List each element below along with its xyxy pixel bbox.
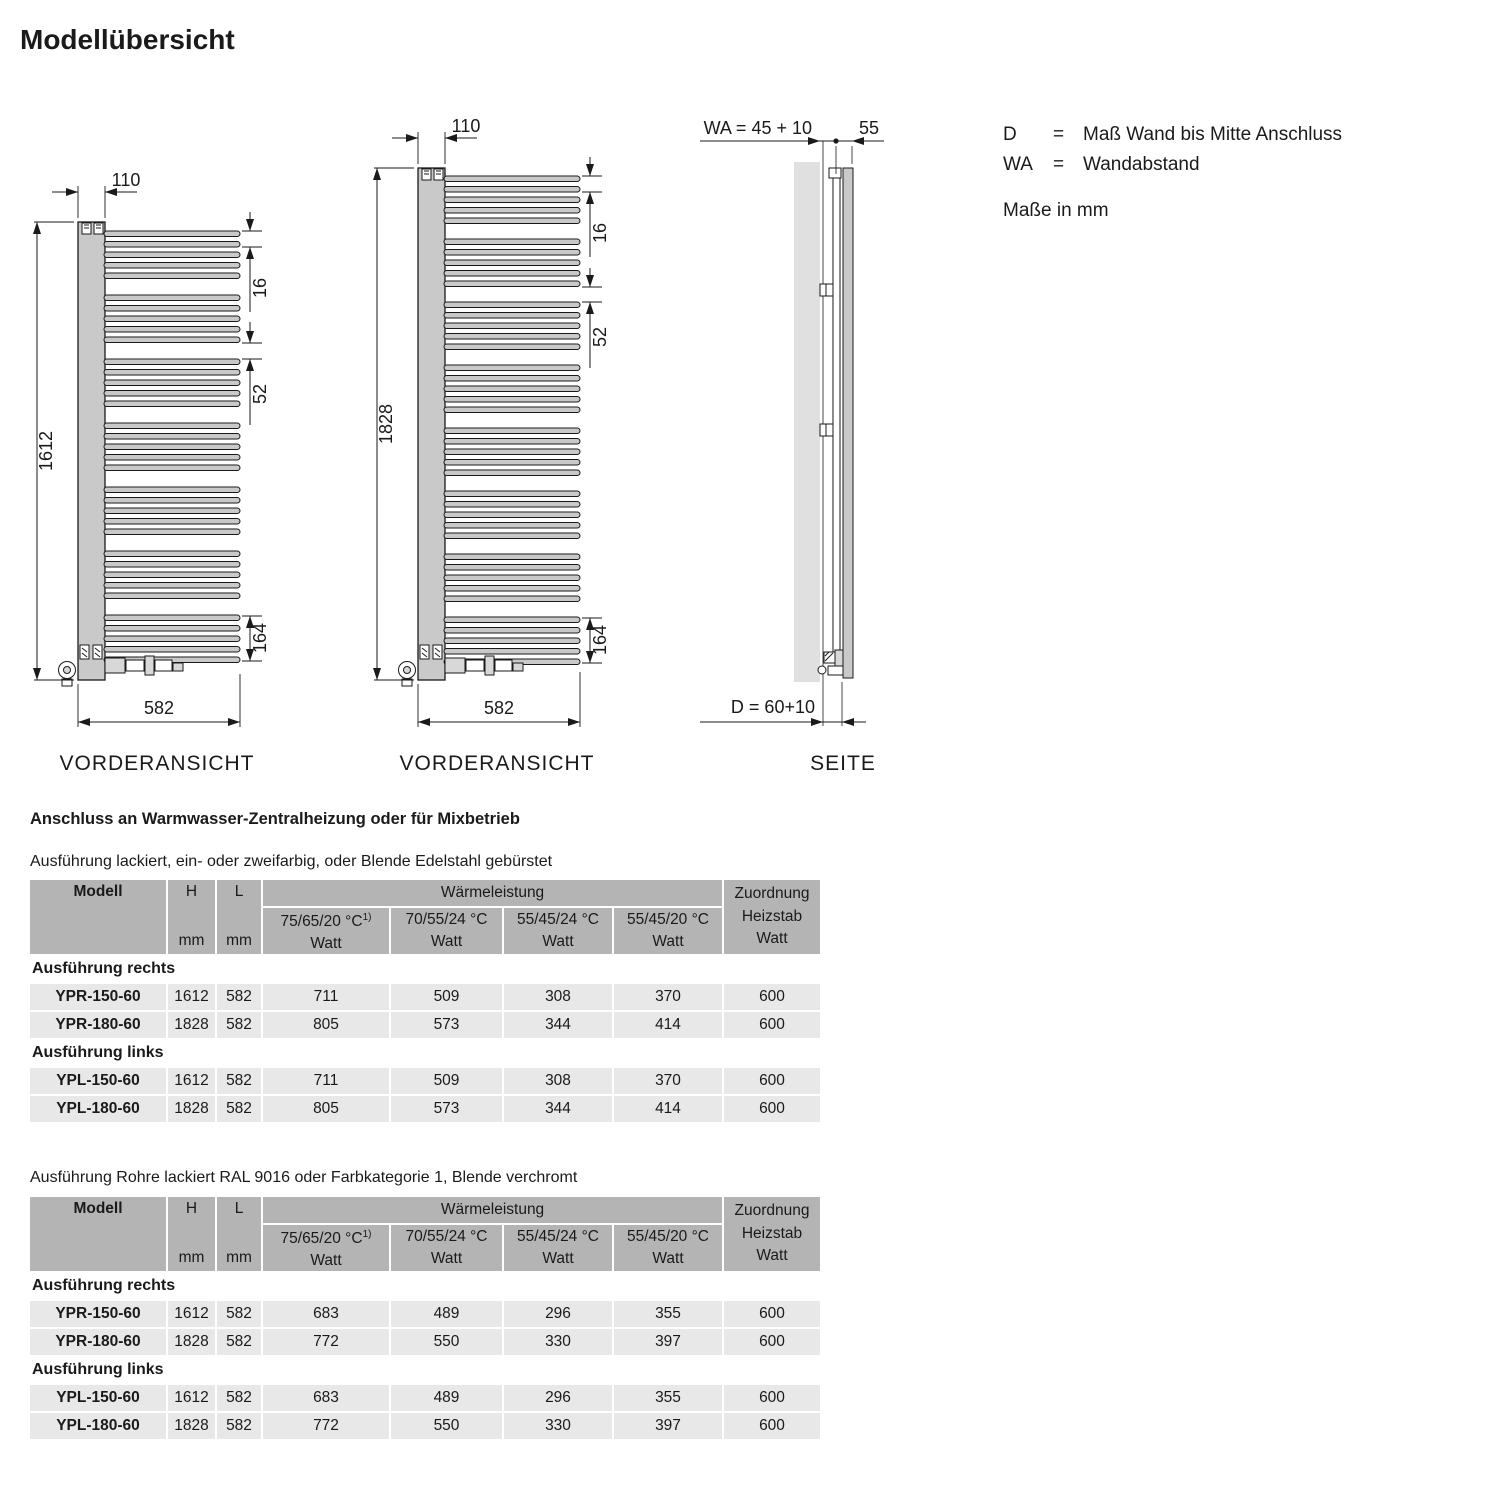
col-header-h bbox=[168, 880, 215, 954]
temp-value: 55/45/20 °C bbox=[626, 911, 710, 928]
cell-model: YPL-150-60 bbox=[30, 1068, 166, 1094]
cell-h: 1828 bbox=[168, 1413, 215, 1439]
footnote-mark: 1) bbox=[362, 1228, 372, 1240]
dim-total-width-label: 582 bbox=[143, 698, 175, 718]
cell-watt: 355 bbox=[614, 1385, 722, 1411]
watt-unit: Watt bbox=[542, 1250, 574, 1267]
watt-unit: Watt bbox=[430, 933, 463, 950]
dim-connection-label: D = 60+10 bbox=[730, 697, 815, 717]
cell-l: 582 bbox=[217, 1096, 261, 1122]
dim-width-top-label: 110 bbox=[111, 170, 141, 190]
bottom-clip-icon bbox=[93, 645, 102, 659]
watt-unit: Watt bbox=[430, 1250, 463, 1267]
cell-watt: 711 bbox=[263, 1068, 389, 1094]
mounting-hook-icon bbox=[434, 169, 443, 180]
legend-row-d bbox=[1003, 120, 1342, 150]
cell-watt: 344 bbox=[504, 1096, 612, 1122]
tube-groups bbox=[104, 231, 240, 663]
cell-l: 582 bbox=[217, 1329, 261, 1355]
table-row bbox=[30, 1012, 820, 1038]
front-view-2 bbox=[374, 116, 610, 775]
legend-row-wa bbox=[1003, 150, 1342, 180]
cell-watt: 414 bbox=[614, 1012, 722, 1038]
dim-wall-distance bbox=[700, 138, 884, 174]
col-header-l-label: L bbox=[234, 1200, 244, 1217]
wall bbox=[794, 162, 820, 682]
front-view-1-caption: VORDERANSICHT bbox=[59, 752, 255, 775]
dim-wall-distance-label: WA = 45 + 10 bbox=[703, 118, 812, 138]
cell-model: YPR-180-60 bbox=[30, 1012, 166, 1038]
footnote-mark: 1) bbox=[362, 911, 372, 923]
watt-unit: Watt bbox=[652, 933, 684, 950]
tube-groups bbox=[444, 176, 580, 665]
mounting-hook-icon bbox=[82, 223, 91, 234]
legend bbox=[1003, 120, 1342, 226]
cell-watt: 805 bbox=[263, 1012, 389, 1038]
cell-watt: 550 bbox=[391, 1413, 502, 1439]
table-row bbox=[30, 1301, 820, 1327]
temp-value: 70/55/24 °C bbox=[405, 1228, 488, 1245]
cell-heizstab: 600 bbox=[724, 1012, 820, 1038]
spec-table-2 bbox=[30, 1197, 820, 1439]
front-view-2-caption: VORDERANSICHT bbox=[399, 752, 595, 775]
bottom-clip-icon bbox=[433, 645, 442, 659]
table1-subtitle: Ausführung lackiert, ein- oder zweifarbig, oder Blende Edelstahl gebürstet bbox=[30, 853, 553, 870]
temp-value: 75/65/20 °C bbox=[280, 913, 363, 931]
temp-label bbox=[281, 1224, 372, 1250]
col-header-heating-rod bbox=[724, 880, 820, 954]
col-header-l bbox=[217, 1197, 261, 1271]
cell-h: 1828 bbox=[168, 1329, 215, 1355]
col-header-h-unit: mm bbox=[178, 932, 205, 949]
collector-bar bbox=[418, 168, 445, 680]
dim-bottom-group-label: 164 bbox=[590, 624, 610, 656]
cell-heizstab: 600 bbox=[724, 984, 820, 1010]
cell-heizstab: 600 bbox=[724, 1329, 820, 1355]
dim-total-width-label: 582 bbox=[483, 698, 515, 718]
cell-l: 582 bbox=[217, 1301, 261, 1327]
table-row bbox=[30, 1096, 820, 1122]
watt-unit: Watt bbox=[310, 1252, 342, 1270]
spec-table-1 bbox=[30, 880, 820, 1122]
cell-h: 1828 bbox=[168, 1012, 215, 1038]
units-note: Maße in mm bbox=[1003, 200, 1109, 221]
watt-unit: Watt bbox=[652, 1250, 684, 1267]
cell-watt: 296 bbox=[504, 1385, 612, 1411]
dim-bottom-group-label: 164 bbox=[250, 622, 270, 654]
assign-line: Zuordnung bbox=[734, 1202, 810, 1219]
temp-value: 55/45/20 °C bbox=[626, 1228, 710, 1245]
valve-assembly bbox=[399, 656, 524, 686]
temp-value: 75/65/20 °C bbox=[280, 1230, 363, 1248]
table-section-label: Ausführung links bbox=[32, 1361, 164, 1378]
table-row bbox=[30, 1413, 820, 1439]
assign-line: Zuordnung bbox=[734, 885, 810, 902]
cell-watt: 397 bbox=[614, 1413, 722, 1439]
col-header-power: Wärmeleistung bbox=[263, 880, 722, 906]
cell-heizstab: 600 bbox=[724, 1301, 820, 1327]
table-section-label: Ausführung rechts bbox=[32, 960, 176, 977]
side-blende bbox=[843, 168, 853, 678]
table-row bbox=[30, 1329, 820, 1355]
legend-definition: Maß Wand bis Mitte Anschluss bbox=[1083, 124, 1343, 145]
cell-heizstab: 600 bbox=[724, 1068, 820, 1094]
table2-subtitle: Ausführung Rohre lackiert RAL 9016 oder Farbkategorie 1, Blende verchromt bbox=[30, 1169, 578, 1186]
assign-line: Heizstab bbox=[741, 1224, 803, 1242]
cell-h: 1828 bbox=[168, 1096, 215, 1122]
cell-h: 1612 bbox=[168, 1385, 215, 1411]
dim-tube-pitch-label: 16 bbox=[250, 277, 270, 299]
bottom-clip-icon bbox=[80, 645, 89, 659]
col-header-l bbox=[217, 880, 261, 954]
col-header-model: Modell bbox=[30, 1197, 166, 1271]
table-section-label: Ausführung links bbox=[32, 1044, 164, 1061]
col-header-temp-1 bbox=[263, 908, 389, 954]
cell-watt: 711 bbox=[263, 984, 389, 1010]
dim-group-gap bbox=[242, 322, 262, 425]
cell-l: 582 bbox=[217, 1385, 261, 1411]
col-header-l-unit: mm bbox=[226, 932, 252, 949]
watt-unit: Watt bbox=[310, 935, 342, 953]
cell-watt: 330 bbox=[504, 1413, 612, 1439]
col-header-power: Wärmeleistung bbox=[263, 1197, 722, 1223]
mounting-hook-icon bbox=[422, 169, 431, 180]
cell-watt: 414 bbox=[614, 1096, 722, 1122]
cell-model: YPL-180-60 bbox=[30, 1413, 166, 1439]
technical-drawings bbox=[0, 95, 1000, 795]
col-header-l-unit: mm bbox=[226, 1249, 252, 1266]
dim-width-top bbox=[52, 186, 137, 218]
col-header-temp-4 bbox=[614, 908, 722, 954]
cell-h: 1612 bbox=[168, 1068, 215, 1094]
cell-l: 582 bbox=[217, 984, 261, 1010]
cell-watt: 308 bbox=[504, 1068, 612, 1094]
dim-tube-pitch-label: 16 bbox=[590, 222, 610, 244]
cell-watt: 330 bbox=[504, 1329, 612, 1355]
cell-watt: 489 bbox=[391, 1301, 502, 1327]
dim-depth-label: 55 bbox=[858, 118, 880, 138]
collector-bar bbox=[78, 222, 105, 680]
legend-equals: = bbox=[1053, 154, 1065, 175]
dim-height-label: 1612 bbox=[36, 430, 56, 472]
legend-term: D bbox=[1003, 124, 1017, 145]
front-view-1 bbox=[34, 170, 270, 775]
dim-height-label: 1828 bbox=[376, 403, 396, 445]
col-header-l-label: L bbox=[234, 883, 244, 900]
bottom-clip-icon bbox=[420, 645, 429, 659]
cell-model: YPL-180-60 bbox=[30, 1096, 166, 1122]
cell-heizstab: 600 bbox=[724, 1096, 820, 1122]
legend-definition: Wandabstand bbox=[1083, 154, 1200, 175]
cell-watt: 355 bbox=[614, 1301, 722, 1327]
cell-watt: 308 bbox=[504, 984, 612, 1010]
wall-bracket bbox=[820, 284, 833, 436]
dim-width-top-label: 110 bbox=[451, 116, 481, 136]
col-header-h bbox=[168, 1197, 215, 1271]
cell-watt: 370 bbox=[614, 1068, 722, 1094]
cell-watt: 550 bbox=[391, 1329, 502, 1355]
cell-watt: 509 bbox=[391, 1068, 502, 1094]
cell-watt: 344 bbox=[504, 1012, 612, 1038]
cell-watt: 683 bbox=[263, 1385, 389, 1411]
valve-assembly bbox=[59, 656, 184, 686]
cell-watt: 573 bbox=[391, 1096, 502, 1122]
temp-label bbox=[281, 907, 372, 933]
section-heading: Anschluss an Warmwasser-Zentralheizung oder für Mixbetrieb bbox=[30, 810, 520, 828]
col-header-temp-2 bbox=[391, 908, 502, 954]
side-tube-column bbox=[833, 176, 840, 654]
col-header-temp-4 bbox=[614, 1225, 722, 1271]
assign-line: Watt bbox=[756, 930, 788, 947]
side-view bbox=[700, 118, 884, 775]
cell-h: 1612 bbox=[168, 984, 215, 1010]
cell-model: YPR-150-60 bbox=[30, 1301, 166, 1327]
cell-model: YPR-180-60 bbox=[30, 1329, 166, 1355]
cell-l: 582 bbox=[217, 1012, 261, 1038]
col-header-model: Modell bbox=[30, 880, 166, 954]
col-header-h-label: H bbox=[185, 883, 198, 900]
cell-l: 582 bbox=[217, 1413, 261, 1439]
table-section-label: Ausführung rechts bbox=[32, 1277, 176, 1294]
col-header-h-unit: mm bbox=[178, 1249, 205, 1266]
cell-watt: 772 bbox=[263, 1413, 389, 1439]
cell-heizstab: 600 bbox=[724, 1385, 820, 1411]
cell-watt: 370 bbox=[614, 984, 722, 1010]
page-title: Modellübersicht bbox=[20, 24, 235, 55]
legend-term: WA bbox=[1003, 154, 1033, 175]
cell-watt: 683 bbox=[263, 1301, 389, 1327]
col-header-temp-3 bbox=[504, 908, 612, 954]
col-header-h-label: H bbox=[185, 1200, 198, 1217]
temp-value: 55/45/24 °C bbox=[516, 1228, 600, 1245]
table-row bbox=[30, 984, 820, 1010]
temp-value: 55/45/24 °C bbox=[516, 911, 600, 928]
dim-group-gap bbox=[582, 268, 602, 368]
col-header-heating-rod bbox=[724, 1197, 820, 1271]
cell-watt: 805 bbox=[263, 1096, 389, 1122]
cell-model: YPL-150-60 bbox=[30, 1385, 166, 1411]
dim-width-top bbox=[392, 132, 477, 164]
mounting-hook-icon bbox=[94, 223, 103, 234]
cell-watt: 397 bbox=[614, 1329, 722, 1355]
cell-h: 1612 bbox=[168, 1301, 215, 1327]
col-header-temp-1 bbox=[263, 1225, 389, 1271]
side-valve-detail bbox=[818, 650, 843, 675]
side-view-caption: SEITE bbox=[810, 752, 876, 775]
cell-watt: 489 bbox=[391, 1385, 502, 1411]
temp-value: 70/55/24 °C bbox=[405, 911, 488, 928]
col-header-temp-3 bbox=[504, 1225, 612, 1271]
col-header-temp-2 bbox=[391, 1225, 502, 1271]
cell-watt: 296 bbox=[504, 1301, 612, 1327]
assign-line: Watt bbox=[756, 1247, 788, 1264]
side-top-cap bbox=[829, 168, 841, 178]
table-header bbox=[30, 880, 820, 954]
legend-equals: = bbox=[1053, 124, 1065, 145]
cell-model: YPR-150-60 bbox=[30, 984, 166, 1010]
assign-line: Heizstab bbox=[741, 907, 803, 925]
table-row bbox=[30, 1068, 820, 1094]
table-header bbox=[30, 1197, 820, 1271]
cell-watt: 573 bbox=[391, 1012, 502, 1038]
dim-group-gap-label: 52 bbox=[250, 383, 270, 405]
cell-watt: 772 bbox=[263, 1329, 389, 1355]
dim-group-gap-label: 52 bbox=[590, 326, 610, 348]
cell-heizstab: 600 bbox=[724, 1413, 820, 1439]
table-row bbox=[30, 1385, 820, 1411]
cell-watt: 509 bbox=[391, 984, 502, 1010]
watt-unit: Watt bbox=[542, 933, 574, 950]
cell-l: 582 bbox=[217, 1068, 261, 1094]
